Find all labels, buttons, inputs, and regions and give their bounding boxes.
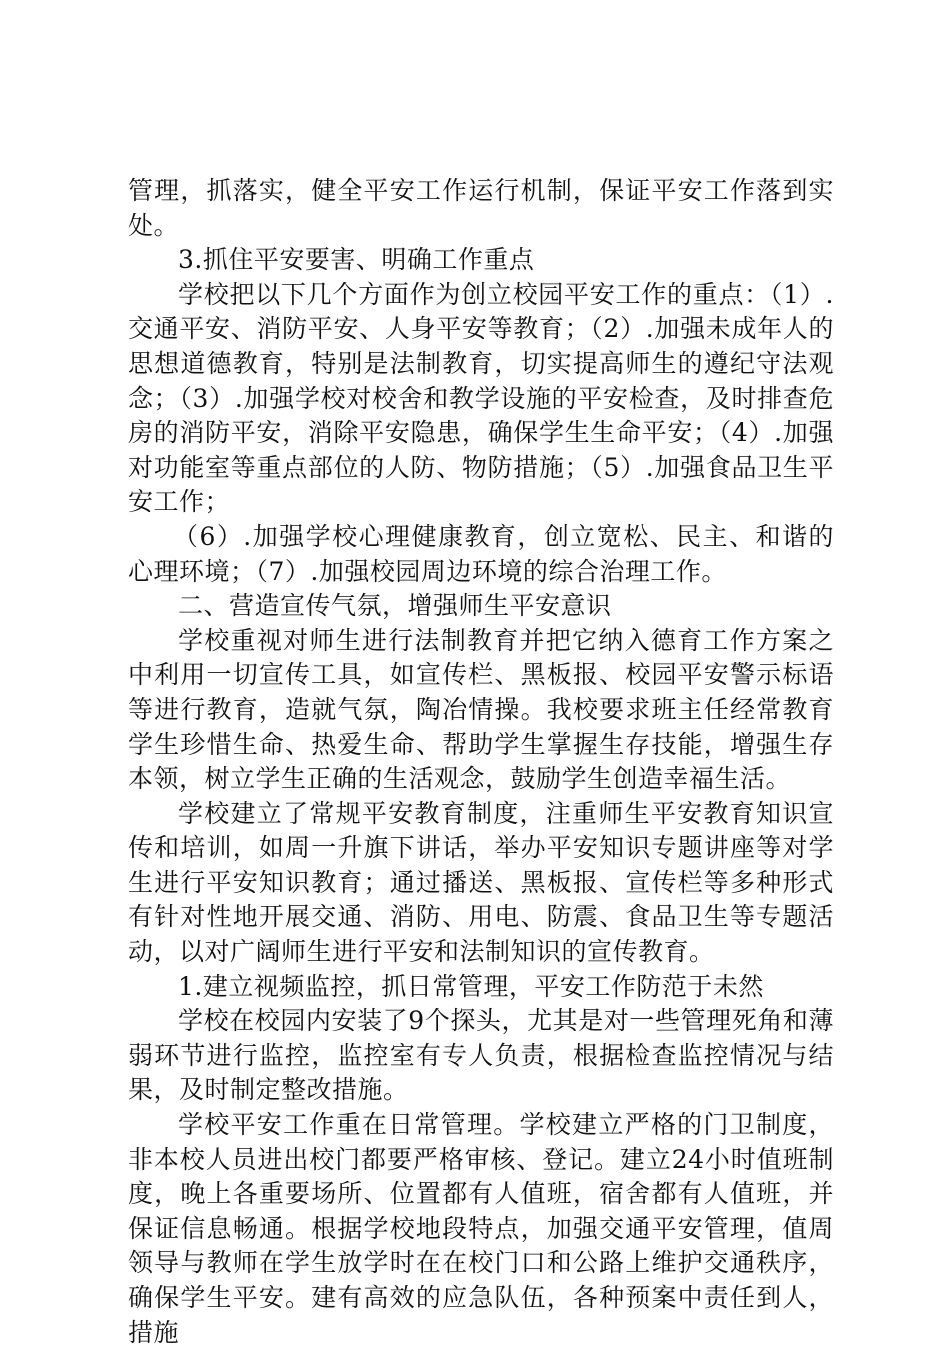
section-heading-3: 3.抓住平安要害、明确工作重点 [178,245,535,275]
paragraph-safety-focus: 学校把以下几个方面作为创立校园平安工作的重点：（1）.交通平安、消防平安、人身平安等教育；（2）.加强未成年人的思想道德教育，特别是法制教育，切实提高师生的遵纪守法观念；（3）.加强学校对校舍和教学设施的平安检查，及时排查危房的消防平安，消除平安隐患，确保学生生命平安；（4）.加强对功能室等重点部位的人防、物防措施；（5）.加强食品卫生平安工作； [128,279,834,517]
paragraph-continuation: 管理，抓落实，健全平安工作运行机制，保证平安工作落到实处。 [128,176,834,240]
paragraph-legal-education: 学校重视对师生进行法制教育并把它纳入德育工作方案之中利用一切宣传工具，如宣传栏、黑板报、校园平安警示标语等进行教育，造就气氛，陶冶情操。我校要求班主任经常教育学生珍惜生命、热爱生命、帮助学生掌握生存技能，增强生存本领，树立学生正确的生活观念，鼓励学生创造幸福生活。 [128,625,834,794]
section-heading-2: 二、营造宣传气氛，增强师生平安意识 [178,591,612,621]
section-heading-1-video: 1.建立视频监控，抓日常管理，平安工作防范于未然 [178,971,764,1001]
paragraph-safety-education-system: 学校建立了常规平安教育制度，注重师生平安教育知识宣传和培训，如周一升旗下讲话，举办平安知识专题讲座等对学生进行平安知识教育；通过播送、黑板报、宣传栏等多种形式有针对性地开展交通、消防、用电、防震、食品卫生等专题活动，以对广阔师生进行平安和法制知识的宣传教育。 [128,798,834,967]
paragraph-safety-focus-continued: （6）.加强学校心理健康教育，创立宽松、民主、和谐的心理环境；（7）.加强校园周边环境的综合治理工作。 [128,521,834,586]
document-body [128,174,834,1350]
paragraph-video-monitoring: 学校在校园内安装了9个探头，尤其是对一些管理死角和薄弱环节进行监控，监控室有专人负责，根据检查监控情况与结果，及时制定整改措施。 [128,1006,834,1105]
paragraph-daily-management: 学校平安工作重在日常管理。学校建立严格的门卫制度，非本校人员进出校门都要严格审核、登记。建立24小时值班制度，晚上各重要场所、位置都有人值班，宿舍都有人值班，并保证信息畅通。根据学校地段特点，加强交通平安管理，值周领导与教师在学生放学时在在校门口和公路上维护交通秩序，确保学生平安。建有高效的应急队伍，各种预案中责任到人，措施 [128,1110,834,1347]
